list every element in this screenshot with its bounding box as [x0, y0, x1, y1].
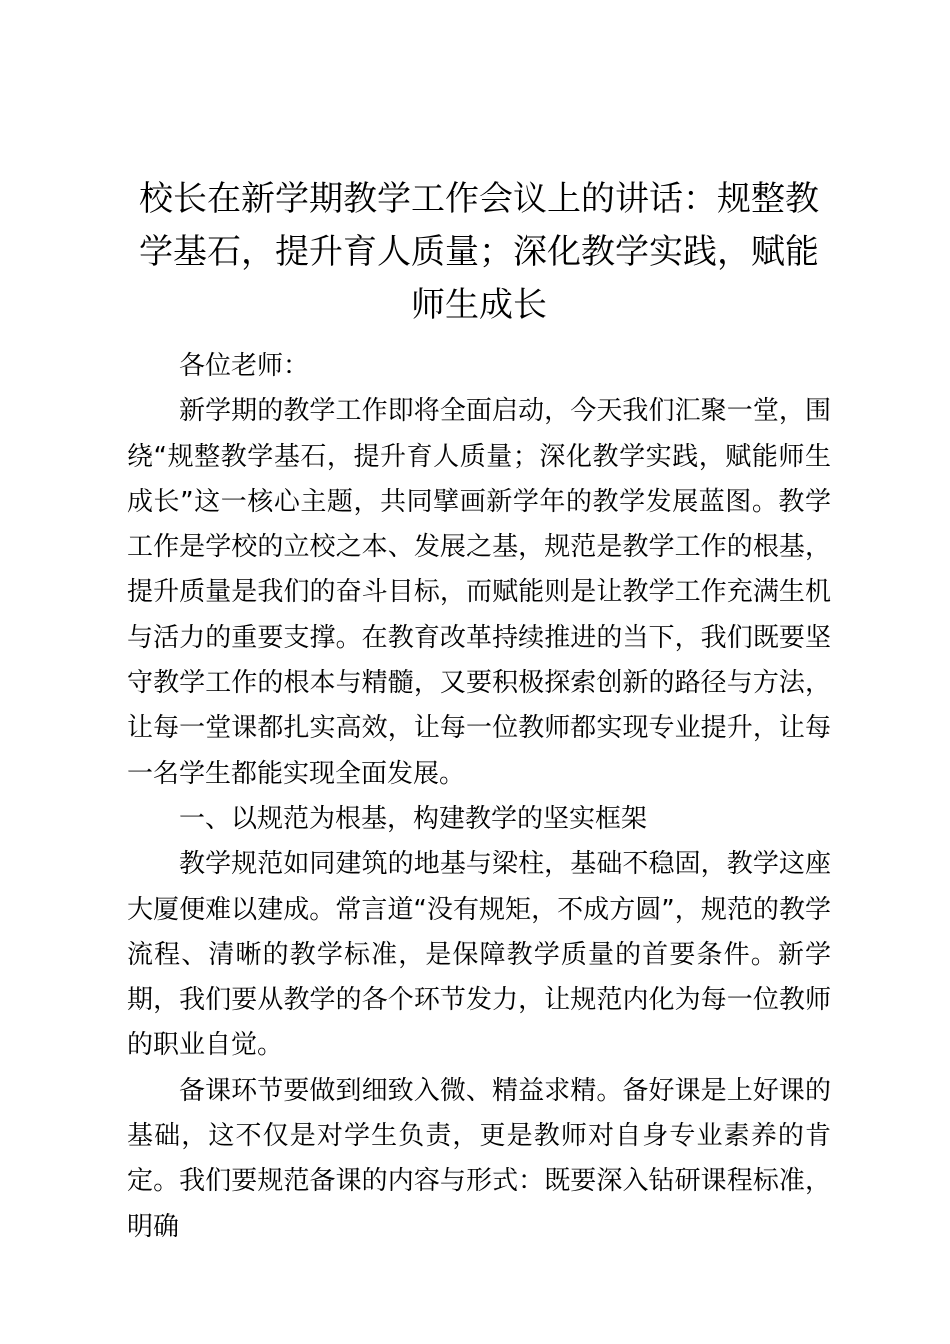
section-heading-1: 一、以规范为根基，构建教学的坚实框架: [179, 803, 648, 834]
paragraph-norms: 教学规范如同建筑的地基与梁柱，基础不稳固，教学这座大厦便难以建成。常言道“没有规矩，不成方圆”，规范的教学流程、清晰的教学标准，是保障教学质量的首要条件。新学期，我们要从教学的各个环节发力，让规范内化为每一位教师的职业自觉。: [127, 849, 831, 1061]
salutation: 各位老师：: [179, 351, 310, 381]
paragraph-intro: 新学期的教学工作即将全面启动，今天我们汇聚一堂，围绕“规整教学基石，提升育人质量；深化教学实践，赋能师生成长”这一核心主题，共同擘画新学年的教学发展蓝图。教学工作是学校的立校之本、发展之基，规范是教学工作的根基，提升质量是我们的奋斗目标，而赋能则是让教学工作充满生机与活力的重要支撑。在教育改革持续推进的当下，我们既要坚守教学工作的根本与精髓，又要积极探索创新的路径与方法，让每一堂课都扎实高效，让每一位教师都实现专业提升，让每一名学生都能实现全面发展。: [127, 396, 831, 789]
paragraph-lesson-prep: 备课环节要做到细致入微、精益求精。备好课是上好课的基础，这不仅是对学生负责，更是教师对自身专业素养的肯定。我们要规范备课的内容与形式：既要深入钻研课程标准，明确: [127, 1075, 831, 1242]
document-title: 校长在新学期教学工作会议上的讲话：规整教学基石，提升育人质量；深化教学实践，赋能师生成长: [139, 179, 819, 325]
document-page: [127, 173, 831, 1250]
